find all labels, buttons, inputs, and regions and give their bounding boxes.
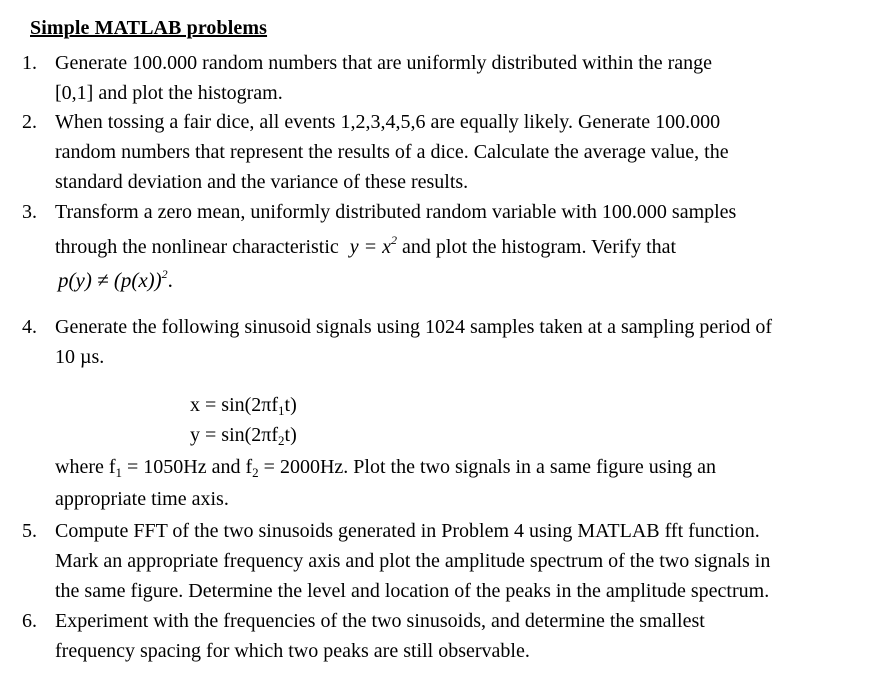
problem-6-line-2: frequency spacing for which two peaks are still observable.: [55, 640, 530, 662]
equation-x: [190, 394, 297, 419]
probability-formula-tail: .: [167, 268, 173, 292]
problem-4-number: 4.: [22, 316, 37, 338]
problem-1-line-1: Generate 100.000 random numbers that are uniformly distributed within the range: [55, 52, 713, 74]
problem-5-line-3: the same figure. Determine the level and location of the peaks in the amplitude spectrum.: [55, 580, 770, 602]
problem-4-f2-value: = 2000Hz. Plot the two signals in a same figure using an: [258, 456, 716, 478]
problem-6-number: 6.: [22, 610, 37, 632]
probability-formula-text: p(y) ≠ (p(x)): [58, 268, 162, 292]
problem-2-line-2: random numbers that represent the results of a dice. Calculate the average value, the: [55, 141, 729, 163]
equation-x-subscript: 1: [278, 403, 285, 418]
problem-3-line-2-text: through the nonlinear characteristic: [55, 236, 339, 258]
equation-y-subscript: 2: [278, 433, 285, 448]
problem-2-number: 2.: [22, 111, 37, 133]
equation-x-tail: t): [284, 394, 297, 416]
problem-3-line-2-tail: and plot the histogram. Verify that: [402, 236, 677, 258]
problem-3-number: 3.: [22, 201, 37, 223]
problem-2-line-3: standard deviation and the variance of these results.: [55, 171, 469, 193]
problem-5-number: 5.: [22, 520, 37, 542]
problem-3-line-2: [55, 233, 676, 259]
problem-4-line-4: appropriate time axis.: [55, 488, 229, 510]
probability-formula: [58, 267, 173, 293]
page-title: Simple MATLAB problems: [30, 17, 268, 39]
equation-y-text: y = sin(2πf: [190, 424, 279, 446]
inline-equation-text: y = x: [349, 236, 392, 258]
problem-4-f1-value: = 1050Hz and f: [122, 456, 253, 478]
problem-4-where: where f: [55, 456, 116, 478]
equation-x-text: x = sin(2πf: [190, 394, 279, 416]
problem-4-line-2: 10 µs.: [55, 346, 105, 368]
problem-2-line-1: When tossing a fair dice, all events 1,2,3,4,5,6 are equally likely. Generate 100.000: [55, 111, 721, 133]
probability-formula-exponent: 2: [161, 267, 168, 281]
problem-6-line-1: Experiment with the frequencies of the two sinusoids, and determine the smallest: [55, 610, 705, 632]
problem-4-line-3: [55, 456, 716, 481]
problem-5-line-2: Mark an appropriate frequency axis and plot the amplitude spectrum of the two signals in: [55, 550, 771, 572]
problem-4-f1-subscript: 1: [115, 465, 123, 480]
inline-equation: [349, 233, 398, 258]
equation-y: [190, 424, 297, 449]
problem-3-line-1: Transform a zero mean, uniformly distributed random variable with 100.000 samples: [55, 201, 737, 223]
inline-equation-exponent: 2: [391, 233, 398, 247]
problem-1-line-2: [0,1] and plot the histogram.: [55, 82, 283, 104]
problem-4-f2-subscript: 2: [252, 465, 259, 480]
problem-5-line-1: Compute FFT of the two sinusoids generated in Problem 4 using MATLAB fft function.: [55, 520, 760, 542]
problem-1-number: 1.: [22, 52, 37, 74]
equation-y-tail: t): [284, 424, 297, 446]
problem-4-line-1: Generate the following sinusoid signals using 1024 samples taken at a sampling period of: [55, 316, 773, 338]
